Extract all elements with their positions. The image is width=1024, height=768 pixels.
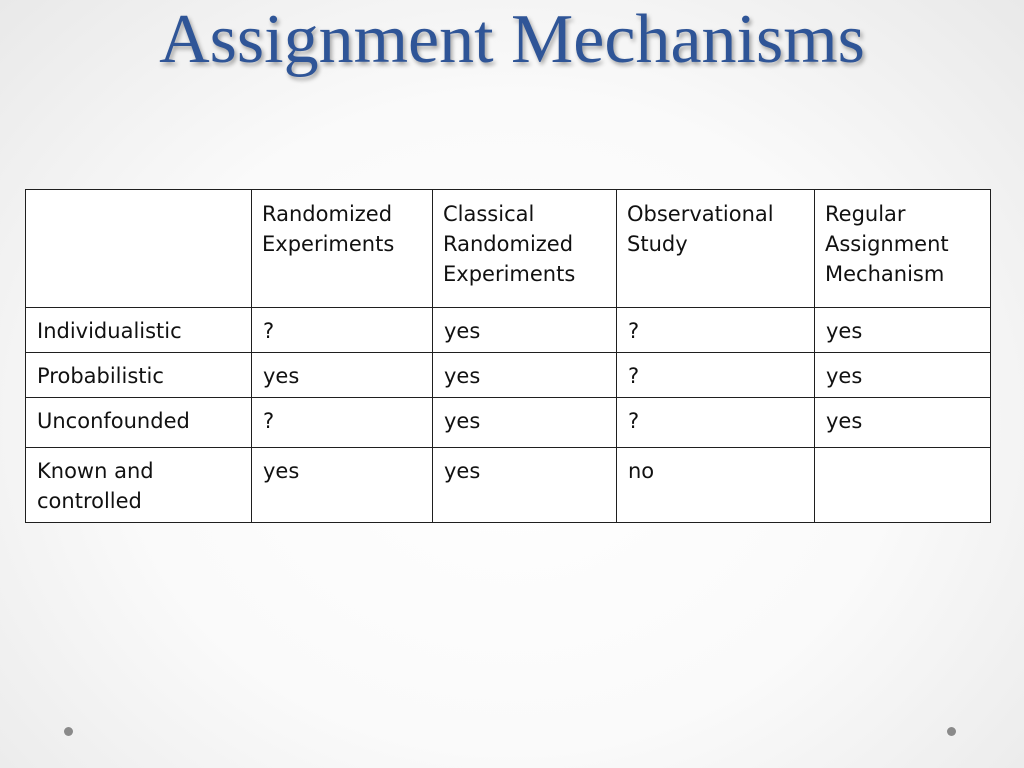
table-cell: yes [815, 398, 991, 448]
column-header-observational-study: Observational Study [617, 190, 815, 308]
row-label: Unconfounded [26, 398, 252, 448]
slide-title: Assignment Mechanisms [159, 1, 865, 78]
row-label: Individualistic [26, 308, 252, 353]
decorative-dot-left [64, 727, 73, 736]
table-cell: yes [433, 448, 617, 523]
table-cell: ? [252, 398, 433, 448]
table-cell: yes [815, 353, 991, 398]
table-cell: ? [617, 353, 815, 398]
comparison-table [25, 189, 991, 523]
row-label: Known and controlled [26, 448, 252, 523]
table-cell: ? [252, 308, 433, 353]
table-cell: yes [252, 353, 433, 398]
column-header-regular-assignment-mechanism: Regular Assignment Mechanism [815, 190, 991, 308]
column-header-classical-randomized-experiments: Classical Randomized Experiments [433, 190, 617, 308]
table-cell: yes [433, 353, 617, 398]
table-cell: yes [252, 448, 433, 523]
table-row [26, 448, 991, 523]
table-cell: yes [815, 308, 991, 353]
table-cell: no [617, 448, 815, 523]
table-cell: yes [433, 398, 617, 448]
header-corner-cell [26, 190, 252, 308]
table-row [26, 308, 991, 353]
header-row [26, 190, 991, 308]
column-header-randomized-experiments: Randomized Experiments [252, 190, 433, 308]
decorative-dot-right [947, 727, 956, 736]
table-row [26, 398, 991, 448]
table-cell: ? [617, 308, 815, 353]
table-cell [815, 448, 991, 523]
table-row [26, 353, 991, 398]
row-label: Probabilistic [26, 353, 252, 398]
table-cell: yes [433, 308, 617, 353]
table-cell: ? [617, 398, 815, 448]
